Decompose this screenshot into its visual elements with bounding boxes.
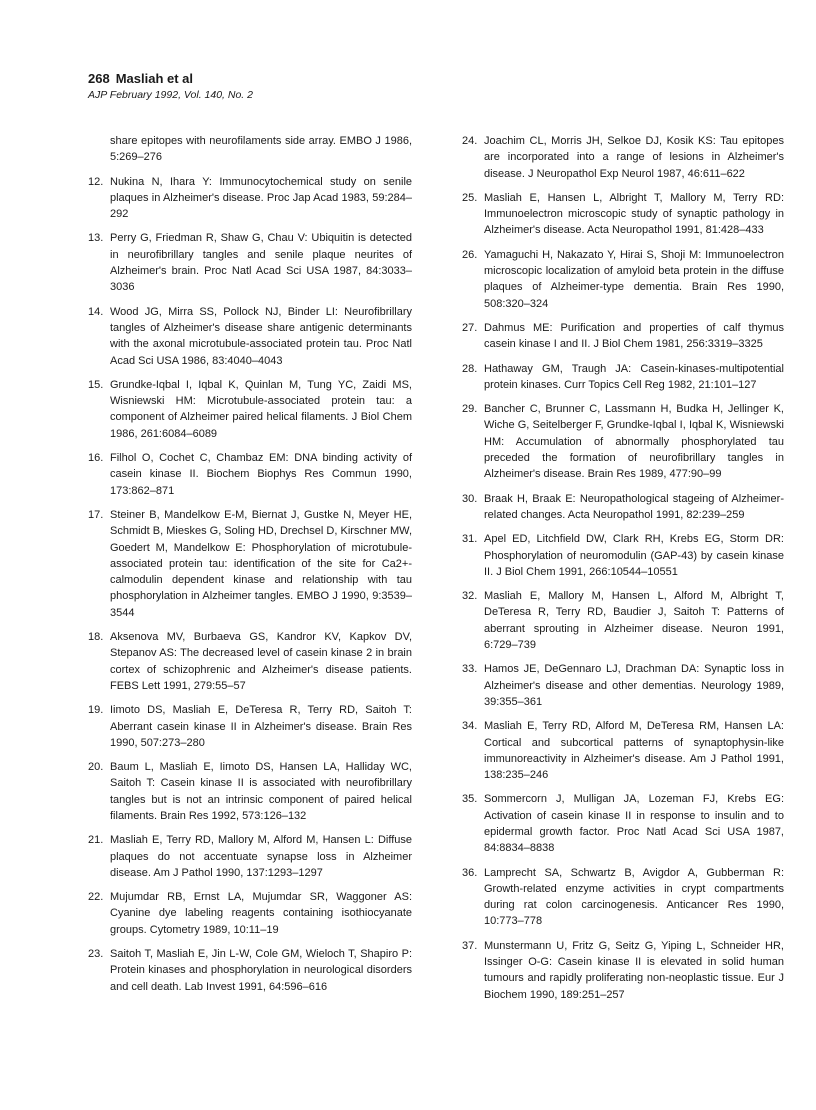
left-reference-column: [88, 133, 412, 1003]
reference-item: [462, 190, 784, 239]
reference-number: 21.: [88, 834, 104, 847]
reference-text: Masliah E, Mallory M, Hansen L, Alford M, Albright T, DeTeresa R, Terry RD, Baudier J, Saitoh T: Patterns of aberrant sprouting in Alzheimer disease. Neuron 1991, 6:729–739: [484, 590, 784, 652]
reference-number: 14.: [88, 305, 104, 318]
reference-number: 25.: [462, 191, 478, 204]
reference-continuation: share epitopes with neurofilaments side array. EMBO J 1986, 5:269–276: [110, 135, 412, 164]
reference-number: 23.: [88, 948, 104, 961]
reference-text: Steiner B, Mandelkow E-M, Biernat J, Gustke N, Meyer HE, Schmidt B, Mieskes G, Soling HD, Drechsel D, Kirschner MW, Goedert M, Mandelkow E: Phosphorylation of microtubule-associated protein tau: identification of the site for Ca2+-calmodulin dependent kinase and relationship with tau phosphorylation in Alzheimer tangles. EMBO J 1990, 9:3539–3544: [110, 508, 412, 619]
reference-text: Baum L, Masliah E, Iimoto DS, Hansen LA, Halliday WC, Saitoh T: Casein kinase II is associated with neurofibrillary tangles but is not an intrinsic component of paired helical filaments. Brain Res 1992, 573:126–132: [110, 761, 412, 822]
reference-item: [88, 832, 412, 881]
reference-text: Sommercorn J, Mulligan JA, Lozeman FJ, Krebs EG: Activation of casein kinase II in response to insulin and to epidermal growth factor. Proc Natl Acad Sci USA 1987, 84:8834–8838: [484, 793, 784, 855]
reference-item: [462, 588, 784, 653]
reference-text: Grundke-Iqbal I, Iqbal K, Quinlan M, Tung YC, Zaidi MS, Wisniewski HM: Microtubule-associated protein tau: a component of Alzheimer paired helical filaments. J Biol Chem 1986, 261:6084–6089: [110, 378, 412, 440]
reference-text: Joachim CL, Morris JH, Selkoe DJ, Kosik KS: Tau epitopes are incorporated into a range of lesions in Alzheimer's disease. J Neuropathol Exp Neurol 1987, 46:611–622: [484, 135, 784, 180]
reference-item: [462, 865, 784, 930]
reference-item: [88, 377, 412, 442]
running-header: [88, 71, 488, 102]
reference-item: [88, 702, 412, 751]
reference-text: Lamprecht SA, Schwartz B, Avigdor A, Gubberman R: Growth-related enzyme activities in crypt compartments during rat colon carcinogenesis. Anticancer Res 1990, 10:773–778: [484, 866, 784, 928]
reference-item: [88, 174, 412, 223]
reference-number: 19.: [88, 704, 104, 717]
reference-item: [462, 791, 784, 856]
reference-number: 35.: [462, 793, 478, 806]
reference-number: 13.: [88, 232, 104, 245]
reference-text: Mujumdar RB, Ernst LA, Mujumdar SR, Waggoner AS: Cyanine dye labeling reagents containing isothiocyanate groups. Cytometry 1989, 10:11–19: [110, 891, 412, 936]
reference-text: Aksenova MV, Burbaeva GS, Kandror KV, Kapkov DV, Stepanov AS: The decreased level of casein kinase 2 in brain cortex of schizophrenic and Alzheimer's disease patients. FEBS Lett 1991, 279:55–57: [110, 631, 412, 692]
reference-item: [462, 531, 784, 580]
reference-item: [462, 361, 784, 394]
reference-number: 18.: [88, 631, 104, 644]
reference-text: Hathaway GM, Traugh JA: Casein-kinases-multipotential protein kinases. Curr Topics Cell Reg 1982, 21:101–127: [484, 362, 784, 391]
left-reference-list: [88, 174, 412, 995]
page-number: 268: [88, 71, 110, 86]
reference-text: Apel ED, Litchfield DW, Clark RH, Krebs EG, Storm DR: Phosphorylation of neuromodulin (GAP-43) by casein kinase II. J Biol Chem 1991, 266:10544–10551: [484, 533, 784, 578]
reference-text: Filhol O, Cochet C, Chambaz EM: DNA binding activity of casein kinase II. Biochem Biophys Res Commun 1990, 173:862–871: [110, 452, 412, 497]
reference-item: [462, 320, 784, 353]
reference-number: 33.: [462, 663, 478, 676]
reference-text: Braak H, Braak E: Neuropathological stageing of Alzheimer-related changes. Acta Neuropathol 1991, 82:239–259: [484, 492, 784, 521]
reference-text: Nukina N, Ihara Y: Immunocytochemical study on senile plaques in Alzheimer's disease. Proc Jap Acad 1983, 59:284–292: [110, 175, 412, 221]
reference-number: 29.: [462, 403, 478, 416]
reference-item: [462, 718, 784, 783]
reference-number: 32.: [462, 590, 478, 603]
reference-item: [88, 759, 412, 824]
reference-item: [88, 450, 412, 499]
reference-item: [462, 247, 784, 312]
reference-item: [88, 230, 412, 295]
reference-text: Iimoto DS, Masliah E, DeTeresa R, Terry RD, Saitoh T: Aberrant casein kinase II in Alzheimer's disease. Brain Res 1990, 507:273–280: [110, 704, 412, 749]
reference-text: Perry G, Friedman R, Shaw G, Chau V: Ubiquitin is detected in neurofibrillary tangles and senile plaque neurites of Alzheimer's brain. Proc Natl Acad Sci USA 1987, 84:3033–3036: [110, 232, 412, 294]
reference-number: 30.: [462, 492, 478, 505]
reference-item: [462, 938, 784, 1003]
reference-text: Wood JG, Mirra SS, Pollock NJ, Binder LI: Neurofibrillary tangles of Alzheimer's disease share antigenic determinants with the axonal microtubule-associated protein tau. Proc Natl Acad Sci USA 1986, 83:4040–4043: [110, 305, 412, 367]
reference-number: 20.: [88, 761, 104, 774]
reference-text: Masliah E, Terry RD, Mallory M, Alford M, Hansen L: Diffuse plaques do not accentuate synapse loss in Alzheimer disease. Am J Pathol 1990, 137:1293–1297: [110, 834, 412, 879]
reference-number: 24.: [462, 135, 478, 147]
reference-number: 31.: [462, 533, 478, 546]
reference-text: Bancher C, Brunner C, Lassmann H, Budka H, Jellinger K, Wiche G, Seitelberger F, Grundke-Iqbal I, Iqbal K, Wisniewski HM: Accumulation of abnormally phosphorylated tau preceded the formation of neurofibrillary tangles in Alzheimer's disease. Brain Res 1989, 477:90–99: [484, 403, 784, 481]
reference-number: 15.: [88, 378, 104, 391]
reference-item: [462, 401, 784, 482]
reference-number: 12.: [88, 175, 104, 188]
reference-number: 26.: [462, 248, 478, 261]
reference-text: Saitoh T, Masliah E, Jin L-W, Cole GM, Wieloch T, Shapiro P: Protein kinases and phosphorylation in neurological disorders and cell death. Lab Invest 1991, 64:596–616: [110, 948, 412, 993]
reference-text: Masliah E, Hansen L, Albright T, Mallory M, Terry RD: Immunoelectron microscopic study of synaptic pathology in Alzheimer's disease. Acta Neuropathol 1991, 81:428–433: [484, 191, 784, 237]
reference-number: 37.: [462, 939, 478, 952]
journal-citation: AJP February 1992, Vol. 140, No. 2: [88, 89, 253, 101]
reference-text: Munstermann U, Fritz G, Seitz G, Yiping L, Schneider HR, Issinger O-G: Casein kinase II is elevated in solid human tumours and rapidly proliferating non-neoplastic tissue. Eur J Biochem 1990, 189:251–257: [484, 939, 784, 1001]
reference-number: 36.: [462, 866, 478, 879]
reference-item: [462, 661, 784, 710]
reference-item: [462, 133, 784, 182]
reference-number: 17.: [88, 508, 104, 521]
reference-number: 28.: [462, 362, 478, 375]
running-author: Masliah et al: [115, 71, 194, 86]
reference-number: 27.: [462, 321, 478, 334]
reference-item: [462, 491, 784, 524]
reference-number: 34.: [462, 720, 478, 733]
reference-text: Masliah E, Terry RD, Alford M, DeTeresa RM, Hansen LA: Cortical and subcortical patterns of synaptophysin-like immunoreactivity in Alzheimer's disease. Am J Pathol 1991, 138:235–246: [484, 720, 784, 782]
reference-text: Hamos JE, DeGennaro LJ, Drachman DA: Synaptic loss in Alzheimer's disease and other dementias. Neurology 1989, 39:355–361: [484, 663, 784, 708]
reference-number: 16.: [88, 452, 104, 465]
reference-text: Dahmus ME: Purification and properties of calf thymus casein kinase I and II. J Biol Chem 1981, 256:3319–3325: [484, 321, 784, 351]
reference-item: [88, 507, 412, 621]
right-reference-column: [462, 133, 784, 1011]
reference-item: [88, 629, 412, 694]
reference-item: [88, 946, 412, 995]
reference-item: [88, 304, 412, 369]
page-number-line: [88, 71, 488, 87]
reference-item: [88, 889, 412, 938]
reference-number: 22.: [88, 891, 104, 904]
right-reference-list: [462, 133, 784, 1003]
reference-text: Yamaguchi H, Nakazato Y, Hirai S, Shoji M: Immunoelectron microscopic localization of amyloid beta protein in the diffuse plaques of Alzheimer-type dementia. Brain Res 1990, 508:320–324: [484, 248, 784, 310]
